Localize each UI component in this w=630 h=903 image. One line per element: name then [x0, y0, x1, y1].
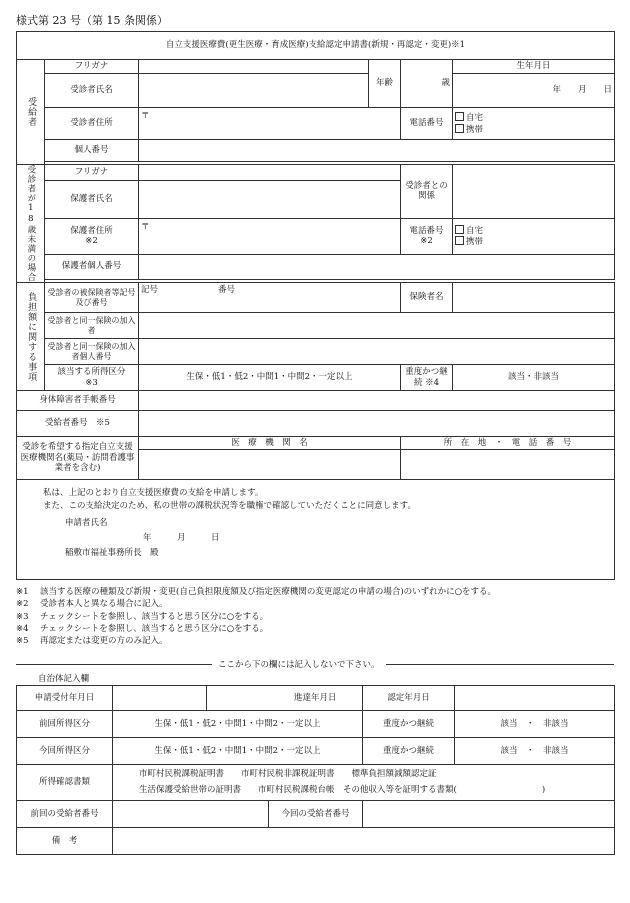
guardian-phone-label: 電話番号 ※2: [401, 218, 453, 254]
relation-input[interactable]: [453, 165, 615, 219]
guardian-personal-no-input[interactable]: [139, 254, 615, 279]
birthdate-label: 生年月日: [453, 60, 615, 74]
received-date-label: 申請受付年月日: [17, 686, 113, 711]
prev-no-label: 前回の受給者番号: [17, 801, 113, 828]
received-date-input[interactable]: [113, 686, 207, 711]
curr-severe-label: 重度かつ継続: [363, 738, 455, 765]
prev-income-options[interactable]: 生保・低1・低2・中間1・中間2・一定以上: [113, 711, 363, 738]
form-title: 自立支援医療費(更生医療・育成医療)支給認定申請書(新規・再認定・変更)※1: [17, 32, 615, 60]
income-class-options[interactable]: 生保・低1・低2・中間1・中間2・一定以上: [139, 365, 401, 391]
guardian-furigana-input[interactable]: [139, 165, 401, 181]
income-class-label: 該当する所得区分 ※3: [45, 365, 139, 391]
curr-no-input[interactable]: [363, 801, 615, 828]
guardian-phone-input[interactable]: 自宅 携帯: [453, 218, 615, 254]
separator: ここから下の欄には記入しないで下さい。: [16, 658, 614, 670]
same-insurance-no-label: 受診者と同一保険の加入者個人番号: [45, 339, 139, 365]
prev-no-input[interactable]: [113, 801, 269, 828]
remarks-input[interactable]: [113, 828, 615, 855]
facility-address-input[interactable]: [401, 450, 615, 480]
municipal-header: 自治体記入欄: [38, 674, 90, 684]
guardian-furigana-label: フリガナ: [45, 165, 139, 181]
guardian-address-label: 保護者住所 ※2: [45, 218, 139, 254]
recipient-no-input[interactable]: [139, 411, 615, 437]
age-label: 年齢: [369, 60, 401, 108]
furigana-label: フリガナ: [45, 60, 139, 74]
addressee: 稲敷市福祉事務所長 殿: [65, 547, 159, 558]
disability-book-label: 身体障害者手帳番号: [17, 391, 139, 411]
recipient-address-label: 受診者住所: [45, 108, 139, 140]
docs-options[interactable]: 市町村民税課税証明書 市町村民税非課税証明書 標準負担額減額認定証 生活保護受給世帯の証明書 市町村民税課税台帳 その他収入等を証明する書類( ): [113, 765, 615, 801]
home-checkbox[interactable]: [455, 112, 464, 121]
recipient-name-input[interactable]: [139, 74, 369, 108]
guardian-name-label: 保護者氏名: [45, 180, 139, 218]
guardian-home-checkbox[interactable]: [455, 225, 464, 234]
recipient-section-label: 受給者: [17, 60, 45, 165]
guardian-address-input[interactable]: 〒: [139, 218, 401, 254]
prev-severe-label: 重度かつ継続: [363, 711, 455, 738]
facility-label: 受診を希望する指定自立支援医療機関名(薬局・訪問看護事業者を含む): [17, 437, 139, 480]
facility-name-header: 医 療 機 関 名: [139, 437, 401, 450]
forwarded-date-label: 進達年月日: [269, 686, 363, 711]
facility-name-input[interactable]: [139, 450, 401, 480]
severe-label: 重度かつ継続 ※4: [401, 365, 453, 391]
curr-income-label: 今回所得区分: [17, 738, 113, 765]
application-table: [16, 31, 615, 580]
municipal-table: [16, 685, 615, 855]
burden-section-label: 負担額に関する事項: [17, 283, 45, 391]
same-insurance-label: 受診者と同一保険の加入者: [45, 313, 139, 339]
notes: ※1 該当する医療の種類及び新規・変更(自己負担限度額及び指定医療機関の変更認定の申請の場合)のいずれかに○をする。 ※2 受診者本人と異なる場合に記入。 ※3 チェックシートを参照し、該当すると思う区分に○をする。 ※4 チェックシートを参照し、該当すると思う区分に○をする。 ※5 再認定または変更の方のみ記入。: [16, 587, 497, 647]
form-number: 様式第 23 号（第 15 条関係）: [16, 14, 168, 27]
personal-no-label: 個人番号: [45, 140, 139, 162]
severe-options[interactable]: 該当・非該当: [453, 365, 615, 391]
declaration: 私は、上記のとおり自立支援医療費の支給を申請します。 また、この支給決定のため、私の世帯の課税状況等を職権で確認していただくことに同意します。 申請者氏名 年 月 日 稲敷市福祉事務所長 殿: [17, 480, 615, 580]
curr-no-label: 今回の受給者番号: [269, 801, 363, 828]
insurer-name-input[interactable]: [453, 283, 615, 313]
recipient-address-input[interactable]: 〒: [139, 108, 401, 140]
recipient-phone-input[interactable]: 自宅 携帯: [453, 108, 615, 140]
applicant-name-label: 申請者氏名: [65, 517, 108, 528]
application-date: 年 月 日: [143, 532, 220, 543]
remarks-label: 備 考: [17, 828, 113, 855]
insured-no-label: 受診者の被保険者等記号及び番号: [45, 283, 139, 313]
personal-no-input[interactable]: [139, 140, 615, 162]
curr-severe-options[interactable]: 該当 ・ 非該当: [455, 738, 615, 765]
relation-label: 受診者との関係: [401, 165, 453, 219]
guardian-personal-no-label: 保護者個人番号: [45, 254, 139, 279]
same-insurance-input[interactable]: [139, 313, 615, 339]
recipient-no-label: 受給者番号 ※5: [17, 411, 139, 437]
mobile-checkbox[interactable]: [455, 124, 464, 133]
guardian-name-input[interactable]: [139, 180, 401, 218]
facility-address-header: 所 在 地 ・ 電 話 番 号: [401, 437, 615, 450]
prev-severe-options[interactable]: 該当 ・ 非該当: [455, 711, 615, 738]
birthdate-input[interactable]: 年 月 日: [453, 74, 615, 108]
age-input[interactable]: 歳: [401, 60, 453, 108]
disability-book-input[interactable]: [139, 391, 615, 411]
approved-date-label: 認定年月日: [363, 686, 455, 711]
insurer-name-label: 保険者名: [401, 283, 453, 313]
curr-income-options[interactable]: 生保・低1・低2・中間1・中間2・一定以上: [113, 738, 363, 765]
guardian-mobile-checkbox[interactable]: [455, 236, 464, 245]
prev-income-label: 前回所得区分: [17, 711, 113, 738]
approved-date-input[interactable]: [455, 686, 615, 711]
recipient-name-label: 受診者氏名: [45, 74, 139, 108]
same-insurance-no-input[interactable]: [139, 339, 615, 365]
recipient-phone-label: 電話番号: [401, 108, 453, 140]
furigana-input[interactable]: [139, 60, 369, 74]
guardian-section-label: 受診者が18歳未満の場合: [17, 165, 45, 283]
docs-label: 所得確認書類: [17, 765, 113, 801]
insured-no-input[interactable]: 記号 番号: [139, 283, 401, 313]
